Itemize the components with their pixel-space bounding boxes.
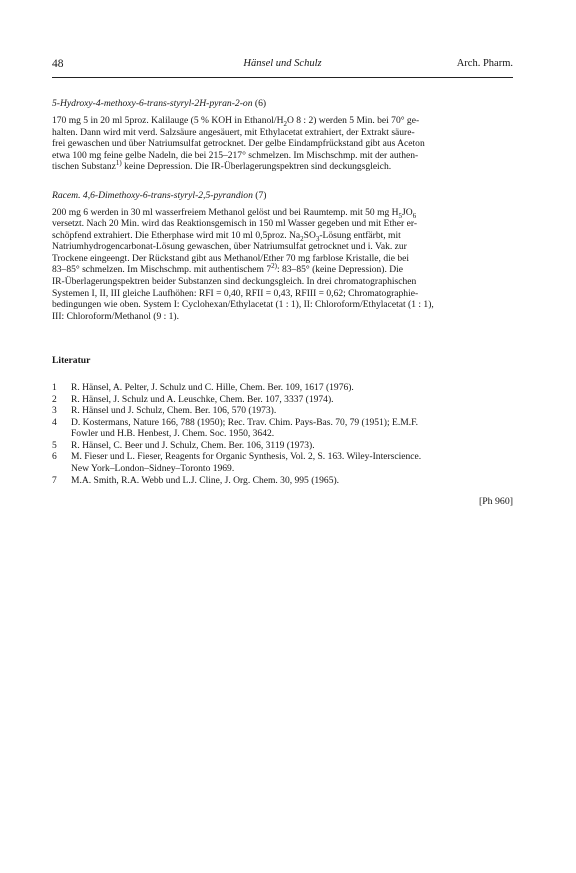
section-title-compound-7 (52, 190, 513, 201)
procedure-paragraph-6 (52, 115, 513, 173)
journal-page (52, 58, 513, 507)
subscript: 3 (315, 234, 320, 243)
reference-number: 1 (52, 382, 57, 394)
text-line (52, 230, 513, 242)
text-segment: SO (303, 229, 316, 241)
footnote-ref: 2) (271, 262, 277, 271)
text-segment: schöpfend extrahiert. Die Etherphase wird mit 10 ml 0,5proz. Na (52, 229, 301, 241)
subscript: 6 (412, 211, 417, 220)
reference-number: 6 (52, 451, 57, 463)
text-line (52, 115, 513, 127)
text-line: IR-Überlagerungspektren beider Substanzen sind deckungsgleich. In drei chromatographischen (52, 276, 417, 288)
text-segment: keine Depression. Die IR-Überlagerungspektren sind deckungsgleich. (121, 161, 392, 173)
text-segment: JO (402, 206, 413, 218)
subscript: 2 (283, 119, 287, 128)
reference-item (52, 394, 513, 406)
reference-text-line: M. Fieser und L. Fieser, Reagents for Organic Synthesis, Vol. 2, S. 163. Wiley-Interscience. (71, 451, 422, 463)
reference-text-line: R. Hänsel und J. Schulz, Chem. Ber. 106, 570 (1973). (71, 405, 277, 417)
reference-text-line: R. Hänsel, C. Beer und J. Schulz, Chem. Ber. 106, 3119 (1973). (71, 439, 315, 451)
procedure-paragraph-7 (52, 207, 513, 322)
reference-item (52, 475, 513, 487)
text-segment: tischen Substanz (52, 161, 116, 173)
text-line: bedingungen wie oben. System I: Cyclohexan/Ethylacetat (1 : 1), II: Chloroform/Ethylacetat (1 : 1), (52, 299, 434, 311)
reference-number: 7 (52, 474, 57, 486)
page-number: 48 (52, 58, 64, 70)
header-rule (52, 77, 513, 78)
text-line: frei gewaschen und über Natriumsulfat getrocknet. Der gelbe Eindampfrückstand gibt aus Aceton (52, 138, 425, 150)
reference-text-line: New York–London–Sidney–Toronto 1969. (71, 463, 235, 475)
text-segment: 83–85° schmelzen. Im Mischschmp. mit authentischem 7 (52, 264, 272, 276)
reference-item (52, 405, 513, 417)
running-title: Hänsel und Schulz (243, 58, 322, 69)
reference-number: 3 (52, 405, 57, 417)
reference-item (52, 417, 513, 440)
reference-number: 5 (52, 439, 57, 451)
text-line: III: Chloroform/Methanol (9 : 1). (52, 310, 179, 322)
text-line: etwa 100 mg feine gelbe Nadeln, die bei 215–217° schmelzen. Im Mischschmp. mit der authen- (52, 149, 419, 161)
text-line: Natriumhydrogencarbonat-Lösung gewaschen, über Natriumsulfat getrocknet und i. Vak. zur (52, 241, 407, 253)
text-line (52, 264, 513, 276)
literature-heading: Literatur (52, 355, 91, 367)
subscript: 2 (300, 234, 304, 243)
reference-item (52, 451, 513, 474)
text-line: Systemen I, II, III gleiche Laufhöhen: RFI = 0,40, RFII = 0,43, RFIII = 0,62; Chromatographie- (52, 287, 419, 299)
journal-name: Arch. Pharm. (456, 58, 513, 69)
reference-item (52, 440, 513, 452)
reference-number: 4 (52, 416, 57, 428)
text-line (52, 207, 513, 219)
compound-number: (7) (255, 189, 267, 201)
reference-text-line: D. Kostermans, Nature 166, 788 (1950); Rec. Trav. Chim. Pays-Bas. 70, 79 (1951); E.M.F. (71, 416, 419, 428)
section-title-text: 5-Hydroxy-4-methoxy-6-trans-styryl-2H-pyran-2-on (52, 98, 253, 109)
text-segment: 200 mg 6 werden in 30 ml wasserfreiem Methanol gelöst und bei Raumtemp. mit 50 mg H (52, 206, 399, 218)
reference-text-line: Fowler und H.B. Henbest, J. Chem. Soc. 1950, 3642. (71, 428, 275, 440)
reference-item (52, 382, 513, 394)
text-segment: O 8 : 2) werden 5 Min. bei 70° ge- (286, 115, 420, 126)
section-title-text: Racem. 4,6-Dimethoxy-6-trans-styryl-2,5-pyrandion (52, 189, 253, 201)
reference-text-line: M.A. Smith, R.A. Webb und L.J. Cline, J. Org. Chem. 30, 995 (1965). (71, 474, 340, 486)
footnote-ref: 1) (115, 159, 122, 168)
page-header (52, 58, 513, 74)
text-line (52, 161, 513, 173)
text-line: Trockene eingeengt. Der Rückstand gibt aus Methanol/Ether 70 mg farblose Kristalle, die bei (52, 252, 410, 264)
section-title-compound-6 (52, 98, 513, 109)
reference-number: 2 (52, 393, 57, 405)
text-line: versetzt. Nach 20 Min. wird das Reaktionsgemisch in 150 ml Wasser gegeben und mit Ether er- (52, 218, 418, 230)
manuscript-code: [Ph 960] (478, 496, 513, 508)
reference-list (52, 382, 513, 486)
text-line: halten. Dann wird mit verd. Salzsäure angesäuert, mit Ethylacetat extrahiert, der Extrakt säure- (52, 126, 415, 138)
text-segment: : 83–85° (keine Depression). Die (276, 264, 404, 276)
text-segment: -Lösung entfärbt, mit (319, 229, 401, 241)
compound-number: (6) (254, 98, 267, 109)
reference-text-line: R. Hänsel, A. Pelter, J. Schulz und C. Hille, Chem. Ber. 109, 1617 (1976). (71, 382, 354, 394)
text-segment: 170 mg 5 in 20 ml 5proz. Kalilauge (5 % KOH in Ethanol/H (52, 115, 284, 126)
reference-text-line: R. Hänsel, J. Schulz und A. Leuschke, Chem. Ber. 107, 3337 (1974). (71, 393, 334, 405)
subscript: 5 (398, 211, 403, 220)
